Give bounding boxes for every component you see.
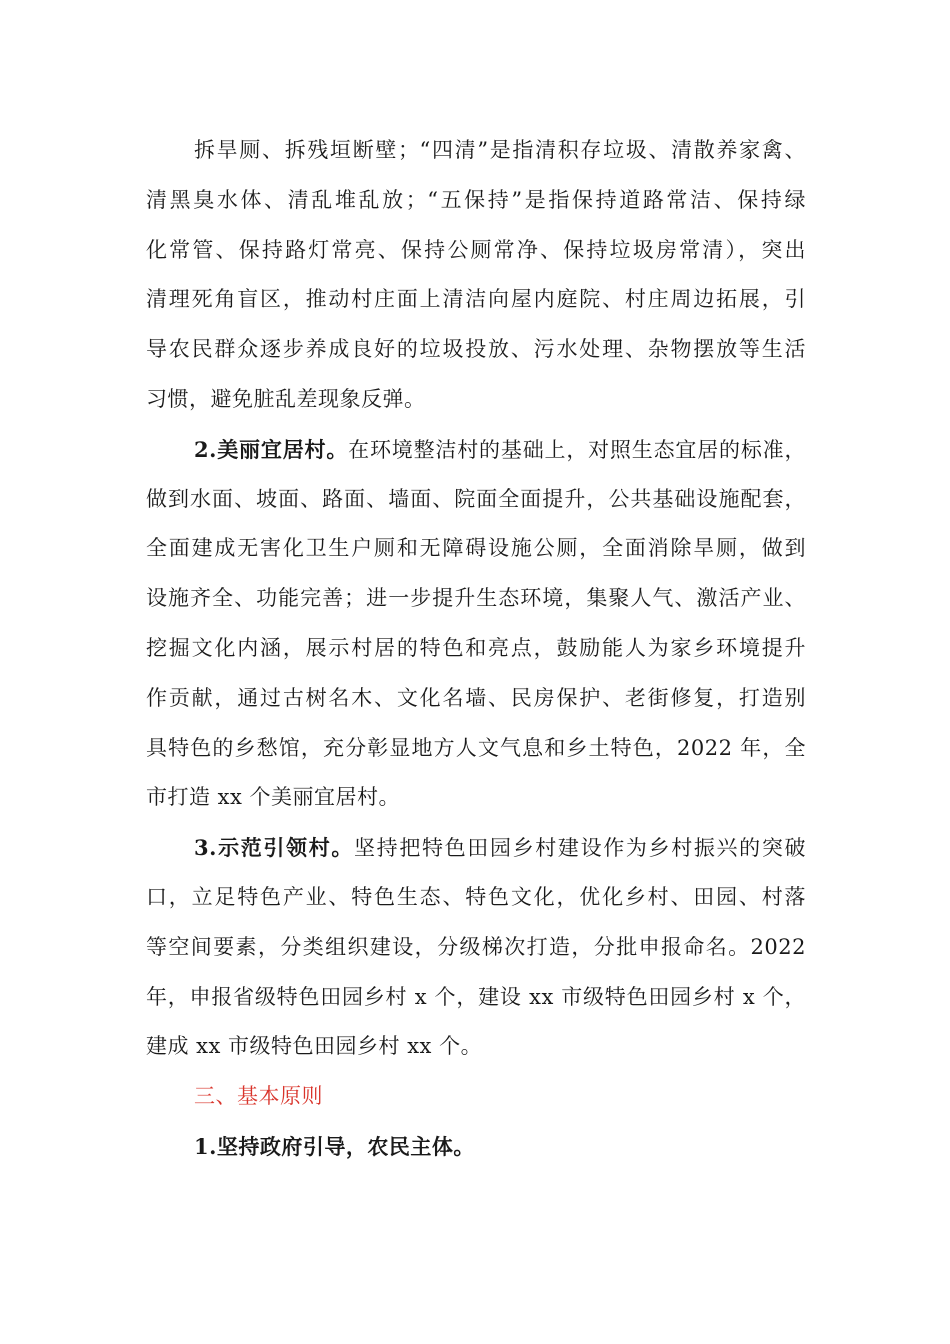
paragraph-line: 挖掘文化内涵，展示村居的特色和亮点，鼓励能人为家乡环境提升 [146,635,806,660]
paragraph-line: 清黑臭水体、清乱堆乱放；“五保持”是指保持道路常洁、保持绿 [146,187,806,212]
item-heading-demo-village: 3.示范引领村。 [194,835,355,861]
principle-heading: 1.坚持政府引导，农民主体。 [194,1133,475,1159]
paragraph-text: 在环境整洁村的基础上，对照生态宜居的标准， [348,437,806,462]
paragraph-line: 导农民群众逐步养成良好的垃圾投放、污水处理、杂物摆放等生活 [146,337,806,362]
paragraph-first-line [146,823,806,873]
paragraph-line: 化常管、保持路灯常亮、保持公厕常净、保持垃圾房常清），突出 [146,237,806,262]
paragraph-line: 作贡献，通过古树名木、文化名墙、民房保护、老街修复，打造别 [146,685,806,710]
paragraph-first-line [146,425,806,475]
section-heading: 三、基本原则 [194,1084,323,1109]
paragraph-line: 市打造 xx 个美丽宜居村。 [146,785,401,810]
paragraph-line: 建成 xx 市级特色田园乡村 xx 个。 [146,1034,483,1059]
document-page [146,126,806,1172]
paragraph-line: 拆旱厕、拆残垣断壁；“四清”是指清积存垃圾、清散养家禽、 [194,138,806,162]
paragraph-line: 习惯，避免脏乱差现象反弹。 [146,386,426,411]
paragraph-text: 坚持把特色田园乡村建设作为乡村振兴的突破 [354,836,806,861]
paragraph-line: 清理死角盲区，推动村庄面上清洁向屋内庭院、村庄周边拓展，引 [146,287,806,312]
paragraph-line: 做到水面、坡面、路面、墙面、院面全面提升，公共基础设施配套， [146,486,806,511]
paragraph-line: 口，立足特色产业、特色生态、特色文化，优化乡村、田园、村落 [146,884,806,909]
paragraph-line: 设施齐全、功能完善；进一步提升生态环境，集聚人气、激活产业、 [146,586,806,611]
paragraph-line: 全面建成无害化卫生户厕和无障碍设施公厕，全面消除旱厕，做到 [146,536,806,561]
paragraph-line: 具特色的乡愁馆，充分彰显地方人文气息和乡土特色，2022 年，全 [146,735,806,760]
item-heading-beautiful-village: 2.美丽宜居村。 [194,436,349,462]
paragraph-line: 年，申报省级特色田园乡村 x 个，建设 xx 市级特色田园乡村 x 个， [146,984,806,1009]
paragraph-line: 等空间要素，分类组织建设，分级梯次打造，分批申报命名。2022 [146,934,806,959]
